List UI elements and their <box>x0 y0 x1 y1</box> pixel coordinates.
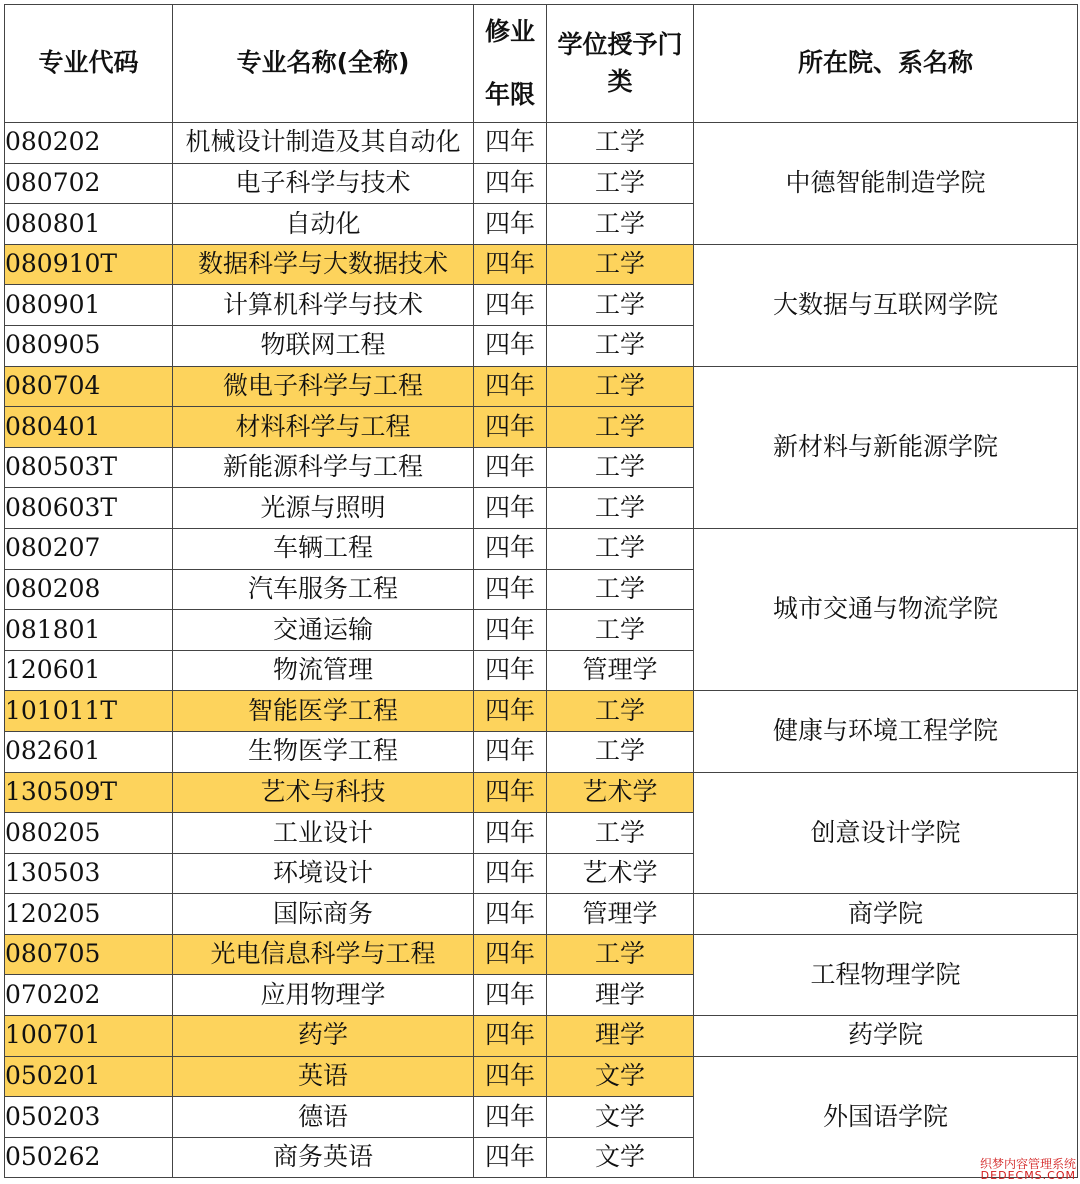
table-row <box>5 1056 1078 1097</box>
years-cell: 四年 <box>474 163 547 204</box>
code-cell: 050201 <box>5 1056 173 1097</box>
table-row <box>5 894 1078 935</box>
department-cell: 商学院 <box>694 894 1078 935</box>
major-name-cell: 材料科学与工程 <box>173 407 474 448</box>
degree-cell: 艺术学 <box>547 772 694 813</box>
degree-cell: 工学 <box>547 528 694 569</box>
code-cell: 050203 <box>5 1097 173 1138</box>
degree-cell: 工学 <box>547 569 694 610</box>
code-cell: 081801 <box>5 610 173 651</box>
code-cell: 080705 <box>5 934 173 975</box>
table-row <box>5 123 1078 164</box>
major-name-cell: 药学 <box>173 1016 474 1057</box>
table-row <box>5 934 1078 975</box>
header-years <box>474 5 547 123</box>
major-name-cell: 国际商务 <box>173 894 474 935</box>
code-cell: 080207 <box>5 528 173 569</box>
years-cell: 四年 <box>474 610 547 651</box>
degree-cell: 工学 <box>547 934 694 975</box>
years-cell: 四年 <box>474 813 547 854</box>
code-cell: 080205 <box>5 813 173 854</box>
years-cell: 四年 <box>474 1097 547 1138</box>
table-row <box>5 244 1078 285</box>
years-cell: 四年 <box>474 1016 547 1057</box>
major-name-cell: 新能源科学与工程 <box>173 447 474 488</box>
degree-cell: 工学 <box>547 691 694 732</box>
degree-cell: 工学 <box>547 447 694 488</box>
years-cell: 四年 <box>474 975 547 1016</box>
department-cell: 创意设计学院 <box>694 772 1078 894</box>
table-row <box>5 1016 1078 1057</box>
degree-cell: 工学 <box>547 731 694 772</box>
header-years-line1: 修业 <box>484 17 535 47</box>
department-cell: 新材料与新能源学院 <box>694 366 1078 528</box>
code-cell: 080910T <box>5 244 173 285</box>
code-cell: 080401 <box>5 407 173 448</box>
code-cell: 080901 <box>5 285 173 326</box>
major-name-cell: 智能医学工程 <box>173 691 474 732</box>
major-name-cell: 英语 <box>173 1056 474 1097</box>
degree-cell: 工学 <box>547 488 694 529</box>
degree-cell: 理学 <box>547 975 694 1016</box>
department-cell: 工程物理学院 <box>694 934 1078 1015</box>
table-row <box>5 772 1078 813</box>
department-cell: 中德智能制造学院 <box>694 123 1078 245</box>
degree-cell: 工学 <box>547 610 694 651</box>
major-name-cell: 艺术与科技 <box>173 772 474 813</box>
years-cell: 四年 <box>474 569 547 610</box>
code-cell: 050262 <box>5 1137 173 1178</box>
major-name-cell: 德语 <box>173 1097 474 1138</box>
years-cell: 四年 <box>474 894 547 935</box>
degree-cell: 文学 <box>547 1056 694 1097</box>
major-name-cell: 交通运输 <box>173 610 474 651</box>
code-cell: 080202 <box>5 123 173 164</box>
header-years-line2: 年限 <box>484 79 535 109</box>
degree-cell: 工学 <box>547 813 694 854</box>
degree-cell: 工学 <box>547 407 694 448</box>
table-row <box>5 691 1078 732</box>
degree-cell: 工学 <box>547 285 694 326</box>
code-cell: 082601 <box>5 731 173 772</box>
major-name-cell: 微电子科学与工程 <box>173 366 474 407</box>
years-cell: 四年 <box>474 244 547 285</box>
code-cell: 080704 <box>5 366 173 407</box>
major-name-cell: 物联网工程 <box>173 325 474 366</box>
header-degree: 学位授予门类 <box>547 5 694 123</box>
degree-cell: 工学 <box>547 325 694 366</box>
years-cell: 四年 <box>474 285 547 326</box>
degree-cell: 管理学 <box>547 650 694 691</box>
years-cell: 四年 <box>474 772 547 813</box>
table-row <box>5 528 1078 569</box>
code-cell: 080702 <box>5 163 173 204</box>
years-cell: 四年 <box>474 447 547 488</box>
years-cell: 四年 <box>474 407 547 448</box>
watermark-line1: 织梦内容管理系统 <box>979 1156 1076 1171</box>
major-name-cell: 环境设计 <box>173 853 474 894</box>
department-cell: 药学院 <box>694 1016 1078 1057</box>
table-row <box>5 366 1078 407</box>
years-cell: 四年 <box>474 1056 547 1097</box>
code-cell: 130503 <box>5 853 173 894</box>
degree-cell: 工学 <box>547 244 694 285</box>
major-name-cell: 汽车服务工程 <box>173 569 474 610</box>
major-name-cell: 商务英语 <box>173 1137 474 1178</box>
code-cell: 120601 <box>5 650 173 691</box>
code-cell: 101011T <box>5 691 173 732</box>
department-cell: 城市交通与物流学院 <box>694 528 1078 690</box>
years-cell: 四年 <box>474 731 547 772</box>
years-cell: 四年 <box>474 123 547 164</box>
major-name-cell: 计算机科学与技术 <box>173 285 474 326</box>
major-name-cell: 生物医学工程 <box>173 731 474 772</box>
code-cell: 100701 <box>5 1016 173 1057</box>
code-cell: 120205 <box>5 894 173 935</box>
years-cell: 四年 <box>474 325 547 366</box>
years-cell: 四年 <box>474 853 547 894</box>
department-cell: 大数据与互联网学院 <box>694 244 1078 366</box>
header-code: 专业代码 <box>5 5 173 123</box>
major-name-cell: 物流管理 <box>173 650 474 691</box>
header-row <box>5 5 1078 123</box>
header-name: 专业名称(全称) <box>173 5 474 123</box>
degree-cell: 工学 <box>547 366 694 407</box>
degree-cell: 工学 <box>547 163 694 204</box>
majors-table <box>4 4 1078 1178</box>
major-name-cell: 自动化 <box>173 204 474 245</box>
degree-cell: 理学 <box>547 1016 694 1057</box>
years-cell: 四年 <box>474 204 547 245</box>
code-cell: 080905 <box>5 325 173 366</box>
major-name-cell: 车辆工程 <box>173 528 474 569</box>
watermark <box>980 1158 1076 1182</box>
code-cell: 080208 <box>5 569 173 610</box>
header-dept: 所在院、系名称 <box>694 5 1078 123</box>
years-cell: 四年 <box>474 1137 547 1178</box>
major-name-cell: 光电信息科学与工程 <box>173 934 474 975</box>
years-cell: 四年 <box>474 934 547 975</box>
major-name-cell: 应用物理学 <box>173 975 474 1016</box>
code-cell: 080503T <box>5 447 173 488</box>
code-cell: 130509T <box>5 772 173 813</box>
years-cell: 四年 <box>474 528 547 569</box>
degree-cell: 艺术学 <box>547 853 694 894</box>
years-cell: 四年 <box>474 366 547 407</box>
code-cell: 080603T <box>5 488 173 529</box>
major-name-cell: 工业设计 <box>173 813 474 854</box>
degree-cell: 文学 <box>547 1137 694 1178</box>
degree-cell: 管理学 <box>547 894 694 935</box>
major-name-cell: 机械设计制造及其自动化 <box>173 123 474 164</box>
major-name-cell: 数据科学与大数据技术 <box>173 244 474 285</box>
degree-cell: 文学 <box>547 1097 694 1138</box>
major-name-cell: 电子科学与技术 <box>173 163 474 204</box>
watermark-line2: DEDECMS.COM <box>980 1169 1076 1183</box>
years-cell: 四年 <box>474 488 547 529</box>
years-cell: 四年 <box>474 650 547 691</box>
degree-cell: 工学 <box>547 204 694 245</box>
major-name-cell: 光源与照明 <box>173 488 474 529</box>
degree-cell: 工学 <box>547 123 694 164</box>
department-cell: 外国语学院 <box>694 1056 1078 1178</box>
code-cell: 070202 <box>5 975 173 1016</box>
department-cell: 健康与环境工程学院 <box>694 691 1078 772</box>
table-body <box>5 123 1078 1178</box>
years-cell: 四年 <box>474 691 547 732</box>
code-cell: 080801 <box>5 204 173 245</box>
